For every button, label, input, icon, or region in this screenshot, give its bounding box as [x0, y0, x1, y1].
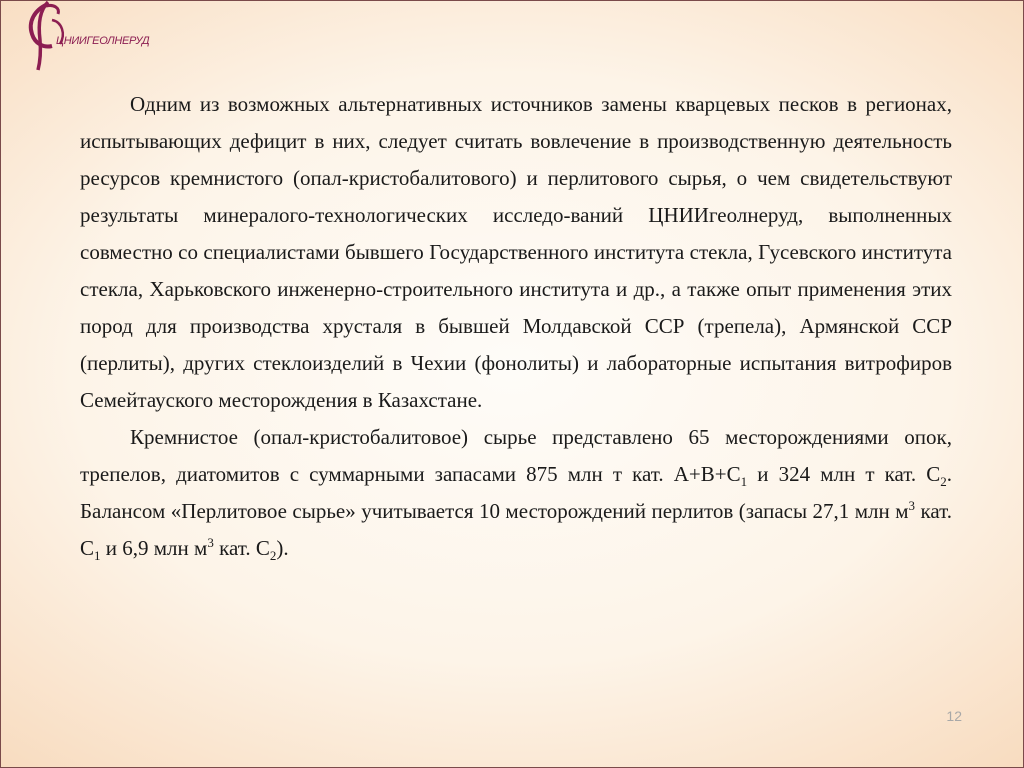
- category-subscript: 2: [940, 474, 947, 490]
- unit-superscript: 3: [207, 535, 214, 550]
- reserves-text-2: и 324 млн т кат. С: [747, 462, 941, 486]
- slide-body: [80, 86, 952, 567]
- category-subscript: 1: [740, 474, 748, 490]
- paragraph-reserves: [80, 419, 952, 567]
- paragraph-alternative-sources: Одним из возможных альтернативных источников замены кварцевых песков в регионах, испытывающих дефицит в них, следует считать вовлечение в производственную деятельность ресурсов кремнистого (опал-кристобалитового) и перлитового сырья, о чем свидетельствуют результаты минералого-технологических исследо-ваний ЦНИИгеолнеруд, выполненных совместно со специалистами бывшего Государственного института стекла, Гусевского института стекла, Харьковского инженерно-строительного института и др., а также опыт применения этих пород для производства хрусталя в бывшей Молдавской ССР (трепела), Армянской ССР (перлиты), других стеклоизделий в Чехии (фонолиты) и лабораторные испытания витрофиров Семейтауского месторождения в Казахстане.: [80, 92, 952, 412]
- organization-name: ЦНИИГЕОЛНЕРУД: [56, 35, 150, 47]
- page-number: 12: [946, 708, 962, 724]
- reserves-text-1: Кремнистое (опал-кристобалитовое) сырье представлено 65 месторождениями опок, трепелов, диатомитов с суммарными запасами 875 млн т кат. А+В+С: [80, 425, 952, 486]
- category-subscript: 2: [269, 548, 277, 564]
- reserves-text-5: и 6,9 млн м: [100, 536, 208, 560]
- reserves-text-4: кат. С: [80, 499, 952, 560]
- organization-logo: [26, 0, 156, 72]
- reserves-text-3: . Балансом «Перлитовое сырье» учитывается 10 месторождений перлитов (запасы 27,1 млн м: [80, 462, 952, 523]
- category-subscript: 1: [94, 548, 101, 564]
- unit-superscript: 3: [908, 498, 916, 513]
- reserves-text-6: кат. С: [213, 536, 270, 560]
- reserves-text-7: ).: [276, 536, 289, 560]
